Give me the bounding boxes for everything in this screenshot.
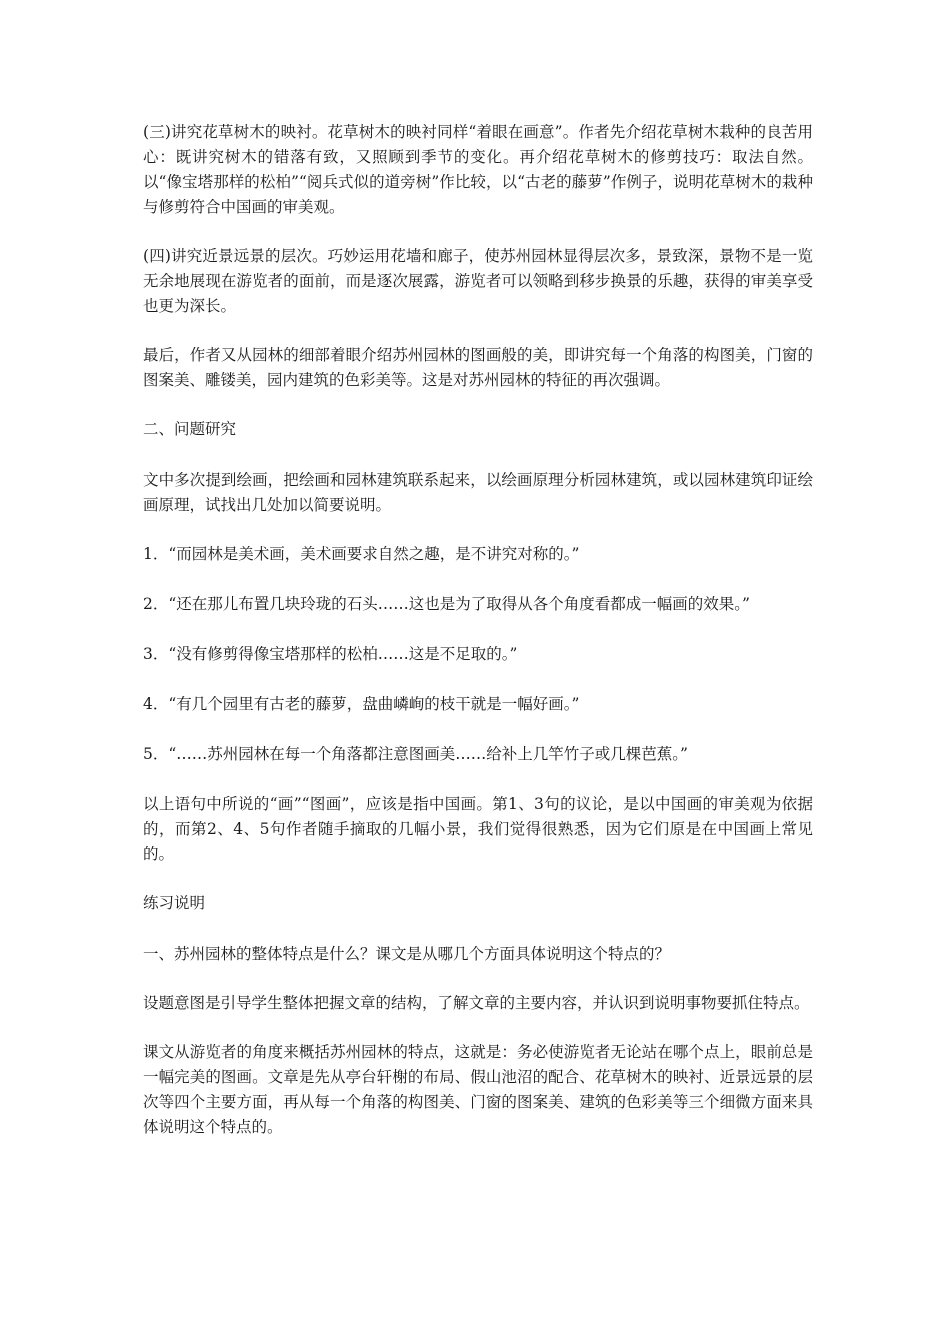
paragraph-details-summary: 最后，作者又从园林的细部着眼介绍苏州园林的图画般的美，即讲究每一个角落的构图美，门窗的图案美、雕镂美，园内建筑的色彩美等。这是对苏州园林的特征的再次强调。 <box>143 346 813 389</box>
section-heading-question-research: 二、问题研究 <box>143 420 237 438</box>
paragraph-design-intent: 设题意图是引导学生整体把握文章的结构，了解文章的主要内容，并认识到说明事物要抓住特点。 <box>143 994 810 1012</box>
paragraph-trees-flowers: (三)讲究花草树木的映衬。花草树木的映衬同样“着眼在画意”。作者先介绍花草树木栽种的良苦用心：既讲究树木的错落有致，又照顾到季节的变化。再介绍花草树木的修剪技巧：取法自然。以“像宝塔那样的松柏”“阅兵式似的道旁树”作比较，以“古老的藤萝”作例子，说明花草树木的栽种与修剪符合中国画的审美观。 <box>143 123 813 216</box>
paragraph-chinese-painting: 以上语句中所说的“画”“图画”，应该是指中国画。第1、3句的议论，是以中国画的审美观为依据的，而第2、4、5句作者随手摘取的几幅小景，我们觉得很熟悉，因为它们原是在中国画上常见的。 <box>143 795 813 863</box>
paragraph-exercise-question-1: 一、苏州园林的整体特点是什么？课文是从哪几个方面具体说明这个特点的？ <box>143 945 671 963</box>
section-heading-exercise-notes: 练习说明 <box>143 894 206 912</box>
list-item-1: 1．“而园林是美术画，美术画要求自然之趣，是不讲究对称的。” <box>143 545 580 563</box>
paragraph-question-prompt: 文中多次提到绘画，把绘画和园林建筑联系起来，以绘画原理分析园林建筑，或以园林建筑印证绘画原理，试找出几处加以简要说明。 <box>143 471 813 514</box>
document-body <box>143 120 813 1164</box>
list-item-2: 2．“还在那儿布置几块玲珑的石头……这也是为了取得从各个角度看都成一幅画的效果。” <box>143 595 750 613</box>
list-item-5: 5．“……苏州园林在每一个角落都注意图画美……给补上几竿竹子或几棵芭蕉。” <box>143 745 688 763</box>
list-item-3: 3．“没有修剪得像宝塔那样的松柏……这是不足取的。” <box>143 645 518 663</box>
list-item-4: 4．“有几个园里有古老的藤萝，盘曲嶙峋的枝干就是一幅好画。” <box>143 695 580 713</box>
paragraph-answer-summary: 课文从游览者的角度来概括苏州园林的特点，这就是：务必使游览者无论站在哪个点上，眼前总是一幅完美的图画。文章是先从亭台轩榭的布局、假山池沼的配合、花草树木的映衬、近景远景的层次等四个主要方面，再从每一个角落的构图美、门窗的图案美、建筑的色彩美等三个细微方面来具体说明这个特点的。 <box>143 1043 813 1136</box>
paragraph-near-far-layers: (四)讲究近景远景的层次。巧妙运用花墙和廊子，使苏州园林显得层次多，景致深，景物不是一览无余地展现在游览者的面前，而是逐次展露，游览者可以领略到移步换景的乐趣，获得的审美享受也更为深长。 <box>143 247 813 315</box>
